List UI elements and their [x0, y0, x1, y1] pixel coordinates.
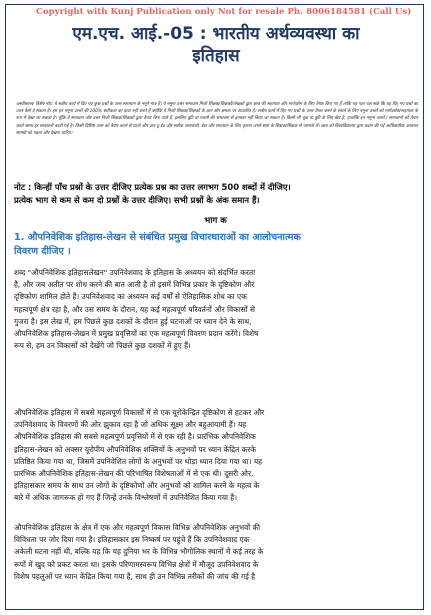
paragraph-line: शब्द "औपनिवेशिक इतिहासलेखन" उपनिवेशवाद के इतिहास के अध्ययन को संदर्भित करता — [14, 268, 256, 277]
paragraph-line: प्रारंभिक औपनिवेशिक इतिहास-लेखन की परिभाषित विशेषताओं में से एक थी। दूसरी ओर, — [14, 469, 254, 479]
paragraph-1 — [14, 267, 420, 352]
paragraph-line: है, और जब अतीत पर शोध करने की बात आती है तो इसमें विभिन्न प्रकार के दृष्टिकोण और — [14, 280, 255, 290]
note-line-1: नोट : किन्हीं पाँच प्रश्नों के उत्तर दीजिए प्रत्येक प्रश्न का उत्तर लगभग 500 शब्दों में दीजिए। — [14, 182, 291, 192]
paragraph-line: विशेष पहलुओं पर ध्यान केंद्रित किया गया है, साथ ही उन विभिन्न तरीकों की जांच की गई है — [14, 571, 256, 581]
paragraph-line: औपनिवेशिक इतिहास की सबसे महत्वपूर्ण प्रवृत्तियों में से एक रही है। प्रारंभिक औपनिवेशिक — [14, 432, 256, 442]
paragraph-line: गुजरा है। इस लेख में, हम पिछले कुछ दशकों के दौरान हुई घटनाओं पर ध्यान देने के साथ, — [14, 316, 252, 326]
paragraph-line: इतिहासकार समय के साथ उन लोगों के दृष्टिकोणों और अनुभवों को शामिल करने के महत्व के — [14, 481, 260, 491]
document-page — [5, 4, 424, 610]
page-title — [46, 23, 386, 67]
question-line-2: विवरण दीजिए । — [14, 246, 71, 257]
page-title-line-2: इतिहास — [192, 46, 240, 66]
paragraph-line: उपनिवेशवाद के विवरणों की ओर झुकाव रहा है जो अधिक सूक्ष्म और बहुआयामी हैं। यह — [14, 420, 247, 430]
paragraph-line: बारे में अधिक जागरूक हो गए हैं जिन्हें उनके विश्लेषणों में उपनिवेशित किया गया है। — [14, 493, 238, 503]
paragraph-line: अकेली घटना नहीं थी, बल्कि यह कि यह दुनिया भर के विभिन्न भौगोलिक स्थानों में कई तरह के — [14, 547, 264, 557]
section-heading: भाग क — [204, 216, 227, 226]
paragraph-line: रूपों में खुद को प्रकट करता था। इसके परिणामस्वरूप विभिन्न क्षेत्रों में मौजूद उपनिवेशवाद के — [14, 559, 259, 569]
paragraph-line: रूप से, हम उन विकासों को देखेंगे जो पिछले कुछ दशकों में हुए हैं। — [14, 341, 191, 351]
note-block — [14, 181, 420, 207]
page-title-line-1: एम.एच. आई.-05 : भारतीय अर्थव्यवस्था का — [72, 24, 360, 44]
paragraph-line: दृष्टिकोण शामिल होते हैं। उपनिवेशवाद का अध्ययन कई वर्षों से ऐतिहासिक शोध का एक — [14, 292, 247, 302]
paragraph-2 — [14, 407, 420, 505]
question-heading — [14, 231, 420, 259]
paragraph-line: विविधता पर जोर दिया गया है। इतिहासकार इस निष्कर्ष पर पहुंचे हैं कि उपनिवेशवाद एक — [14, 535, 250, 545]
paragraph-line: औपनिवेशिक इतिहास के क्षेत्र में एक और महत्वपूर्ण विकास विभिन्न औपनिवेशिक अनुभवों की — [14, 523, 261, 532]
paragraph-line: औपनिवेशिक इतिहास-लेखन में प्रमुख प्रवृत्तियों का एक महत्वपूर्ण विवरण प्रदान करेंगे। विशेष — [14, 329, 259, 339]
paragraph-line: प्रतिष्ठित किया गया था, जिसमें उपनिवेशित लोगों के अनुभवों पर थोड़ा ध्यान दिया गया था। यह — [14, 456, 263, 466]
copyright-header: Copyright with Kunj Publication only Not for resale Ph. 8006184581 (Call Us) — [36, 7, 412, 17]
paragraph-line: औपनिवेशिक इतिहास में सबसे महत्वपूर्ण विकासों में से एक यूरोकेन्द्रित दृष्टिकोण से हटकर और — [14, 408, 265, 417]
note-line-2: प्रत्येक भाग से कम से कम दो प्रश्नों के उत्तर दीजिए। सभी प्रश्नों के अंक समान हैं। — [14, 195, 260, 205]
question-line-1: 1. औपनिवेशिक इतिहास-लेखन से संबंधित प्रमुख विचारधाराओं का आलोचनात्मक — [14, 232, 301, 243]
disclaimer-text: अस्वीकरण/ विशेष नोट: ये सत्रीय कार्य में दिए गए कुछ प्रश्नों के उत्तर समाधान के नमूने मात्र हैं। ये नमूना उत्तर समाधान निजी शिक्षक/शिक्षकों/लेखकों द्वारा छात्र की सहायता और मार्गदर्शन के लिए तैयार किए गए हैं ताकि यह पता चल सके कि वह दिए गए प्रश्नों का उत्तर कैसे दे सकता है। हम इन नमूना उत्तरों की 100% सटीकता का दावा नहीं करते हैं क्योंकि ये निजी शिक्षक/शिक्षकों के ज्ञान और क्षमता पर आधारित हैं। सत्रीय कार्य में दिए गए प्रश्नों के उत्तर तैयार करने के संदर्भ के लिए नमूना उत्तरों को मार्गदर्शक/सहायता के रूप में देखा जा सकता है। चूँकि ये समाधान और उत्तर निजी शिक्षक/शिक्षकों द्वारा तैयार किए जाते हैं, इसलिए त्रुटि या गलती की संभावना से इनकार नहीं किया जा सकता है। किसी भी चूक या त्रुटि के लिए खेद है, हालाँकि इन नमूना उत्तरों / समाधानों को तैयार करते समय हर सावधानी बरती गई है। किसी विशिष्ट उत्तर को तैयार करने से पहले और अप-टू-डेट और सटीक जानकारी, डेटा और समाधान के लिए कृपया अपने स्वयं के शिक्षक/शिक्षक से परामर्श लें। छात्र को विश्वविद्यालय द्वारा प्रदान की गई आधिकारिक अध्ययन सामग्री को पढ़ना और देखना चाहिए। — [16, 102, 418, 136]
paragraph-line: इतिहास-लेखन को अक्सर यूरोपीय औपनिवेशिक शक्तियों के अनुभवों पर ध्यान केंद्रित करके — [14, 444, 256, 454]
paragraph-3 — [14, 522, 420, 583]
paragraph-line: महत्वपूर्ण क्षेत्र रहा है, और उस समय के दौरान, यह कई महत्वपूर्ण परिवर्तनों और विकासों से — [14, 304, 255, 314]
